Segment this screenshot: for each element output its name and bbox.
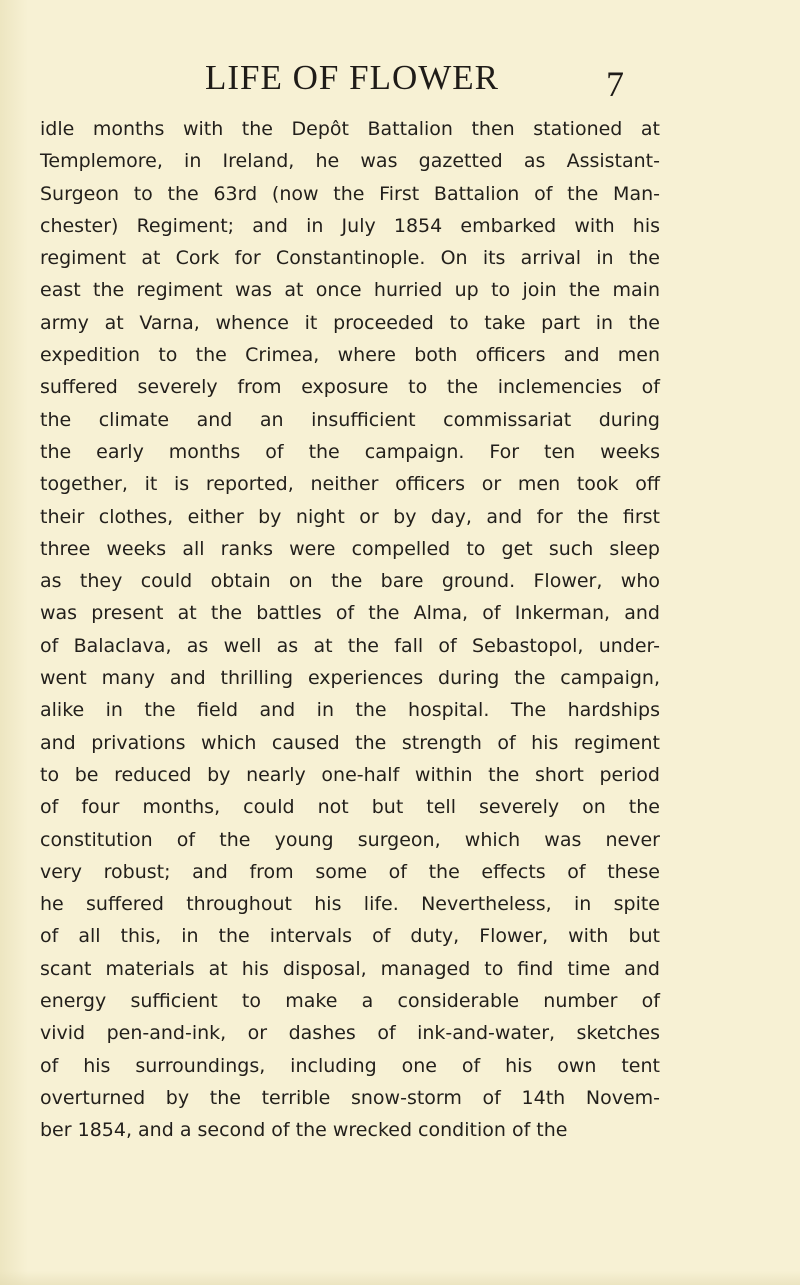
text-line: very robust; and from some of the effects of these <box>40 860 660 883</box>
text-line: and privations which caused the strength of his regiment <box>40 731 660 754</box>
text-line: vivid pen-and-ink, or dashes of ink-and-water, sketches <box>40 1022 660 1045</box>
text-line: east the regiment was at once hurried up to join the main <box>40 279 660 302</box>
text-line: Templemore, in Ireland, he was gazetted as Assistant- <box>40 150 660 173</box>
text-line: the climate and an insufficient commissariat during <box>40 408 660 431</box>
text-line: together, it is reported, neither officers or men took off <box>40 473 660 496</box>
text-line: went many and thrilling experiences during the campaign, <box>40 667 660 690</box>
text-line: idle months with the Depôt Battalion then stationed at <box>40 118 660 140</box>
text-line: energy sufficient to make a considerable number of <box>40 990 660 1013</box>
text-line: to be reduced by nearly one-half within the short period <box>40 763 660 786</box>
text-line: of Balaclava, as well as at the fall of Sebastopol, under- <box>40 634 660 657</box>
text-line: ber 1854, and a second of the wrecked condition of the <box>40 1119 568 1142</box>
text-line: their clothes, either by night or by day, and for the first <box>40 505 660 528</box>
body-paragraph <box>40 113 660 1147</box>
text-line: the early months of the campaign. For ten weeks <box>40 440 660 463</box>
text-line: regiment at Cork for Constantinople. On its arrival in the <box>40 247 660 270</box>
text-line: three weeks all ranks were compelled to get such sleep <box>40 537 660 560</box>
text-line: scant materials at his disposal, managed to find time and <box>40 957 660 980</box>
text-line: of his surroundings, including one of his own tent <box>40 1054 660 1077</box>
text-line: constitution of the young surgeon, which was never <box>40 828 660 851</box>
text-line: overturned by the terrible snow-storm of 14th Novem- <box>40 1086 660 1109</box>
running-head: LIFE OF FLOWER <box>205 58 499 97</box>
page-number: 7 <box>606 64 624 104</box>
text-line: Surgeon to the 63rd (now the First Battalion of the Man- <box>40 182 660 205</box>
text-line: of four months, could not but tell severely on the <box>40 796 660 819</box>
text-line: army at Varna, whence it proceeded to take part in the <box>40 311 660 334</box>
text-line: as they could obtain on the bare ground. Flower, who <box>40 570 660 593</box>
page-header <box>0 58 800 108</box>
text-line: expedition to the Crimea, where both officers and men <box>40 344 660 367</box>
text-line: chester) Regiment; and in July 1854 embarked with his <box>40 214 660 237</box>
text-line: suffered severely from exposure to the inclemencies of <box>40 376 660 399</box>
text-line: alike in the field and in the hospital. The hardships <box>40 699 660 722</box>
text-line: of all this, in the intervals of duty, Flower, with but <box>40 925 660 948</box>
page-edge-shadow <box>0 1271 800 1285</box>
text-line: was present at the battles of the Alma, of Inkerman, and <box>40 602 660 625</box>
text-line: he suffered throughout his life. Nevertheless, in spite <box>40 893 660 916</box>
